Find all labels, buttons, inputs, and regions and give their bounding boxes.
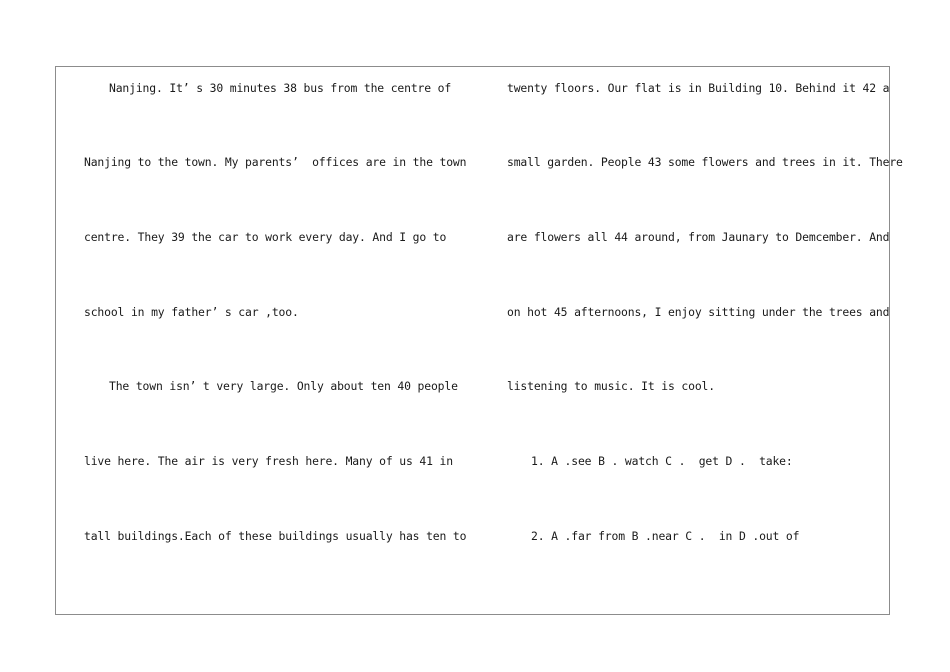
left-line-3: centre. They 39 the car to work every day. And I go to: [84, 230, 447, 244]
right-line-3: are flowers all 44 around, from Jaunary to Demcember. And: [507, 230, 890, 244]
right-line-4: on hot 45 afternoons, I enjoy sitting under the trees and: [507, 305, 890, 319]
left-line-2: Nanjing to the town. My parents’ offices are in the town: [84, 155, 467, 169]
left-line-5: The town isn’ t very large. Only about ten 40 people: [109, 379, 458, 393]
right-line-5: listening to music. It is cool.: [507, 379, 715, 393]
left-line-4: school in my father’ s car ,too.: [84, 305, 299, 319]
right-line-1: twenty floors. Our flat is in Building 10. Behind it 42 a: [507, 81, 890, 95]
right-line-2: small garden. People 43 some flowers and trees in it. There: [507, 155, 903, 169]
option-line-2: 2. A .far from B .near C . in D .out of: [531, 529, 800, 543]
left-line-7: tall buildings.Each of these buildings usually has ten to: [84, 529, 467, 543]
left-line-1: Nanjing. It’ s 30 minutes 38 bus from the centre of: [109, 81, 452, 95]
left-line-6: live here. The air is very fresh here. Many of us 41 in: [84, 454, 453, 468]
option-line-1: 1. A .see B . watch C . get D . take:: [531, 454, 793, 468]
